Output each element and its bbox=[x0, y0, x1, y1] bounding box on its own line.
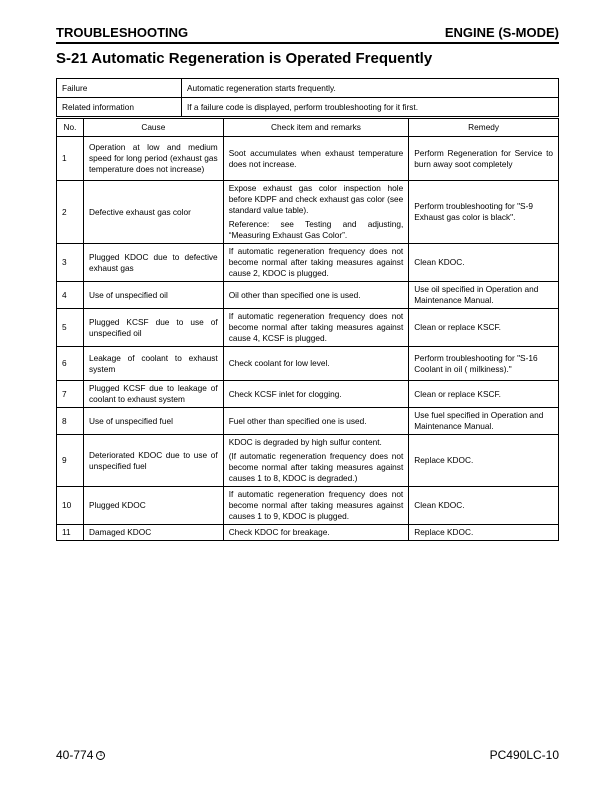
check-cell bbox=[223, 181, 409, 244]
related-info-label: Related information bbox=[57, 98, 182, 117]
row-number: 7 bbox=[57, 381, 84, 408]
check-cell bbox=[223, 381, 409, 408]
related-info-value: If a failure code is displayed, perform troubleshooting for it first. bbox=[182, 98, 559, 117]
table-row bbox=[57, 137, 559, 181]
check-cell bbox=[223, 309, 409, 347]
troubleshooting-table bbox=[56, 118, 559, 541]
table-row bbox=[57, 487, 559, 525]
check-text: If automatic regeneration frequency does not become normal after taking measures against causes 1 to 9, KDOC is plugged. bbox=[228, 489, 404, 521]
remedy-cell: Perform troubleshooting for "S-9 Exhaust gas color is black". bbox=[409, 181, 559, 244]
col-header-check: Check item and remarks bbox=[223, 119, 409, 137]
table-row bbox=[57, 347, 559, 381]
page-header bbox=[56, 24, 559, 44]
row-number: 4 bbox=[57, 282, 84, 309]
info-table bbox=[56, 78, 559, 117]
failure-label: Failure bbox=[57, 79, 182, 98]
cause-cell: Deteriorated KDOC due to use of unspecified fuel bbox=[83, 435, 223, 487]
row-number: 5 bbox=[57, 309, 84, 347]
check-cell bbox=[223, 525, 409, 541]
failure-value: Automatic regeneration starts frequently. bbox=[182, 79, 559, 98]
related-info-row bbox=[57, 98, 559, 117]
check-text: Check KDOC for breakage. bbox=[228, 527, 330, 537]
cause-cell: Defective exhaust gas color bbox=[83, 181, 223, 244]
cause-cell: Operation at low and medium speed for long period (exhaust gas temperature does not increase) bbox=[83, 137, 223, 181]
check-text: If automatic regeneration frequency does not become normal after taking measures against cause 4, KCSF is plugged. bbox=[228, 311, 404, 343]
table-header-row bbox=[57, 119, 559, 137]
row-number: 2 bbox=[57, 181, 84, 244]
table-row bbox=[57, 181, 559, 244]
remedy-cell: Use oil specified in Operation and Maintenance Manual. bbox=[409, 282, 559, 309]
remedy-cell: Use fuel specified in Operation and Maintenance Manual. bbox=[409, 408, 559, 435]
remedy-cell: Clean or replace KSCF. bbox=[409, 309, 559, 347]
remedy-cell: Clean or replace KSCF. bbox=[409, 381, 559, 408]
table-row bbox=[57, 525, 559, 541]
check-cell bbox=[223, 408, 409, 435]
check-text: If automatic regeneration frequency does not become normal after taking measures against cause 2, KDOC is plugged. bbox=[228, 246, 404, 278]
check-text: Oil other than specified one is used. bbox=[228, 289, 361, 300]
table-row bbox=[57, 244, 559, 282]
section-label: TROUBLESHOOTING bbox=[56, 25, 189, 40]
page-title: S-21 Automatic Regeneration is Operated Frequently bbox=[56, 50, 433, 67]
col-header-no: No. bbox=[57, 119, 84, 137]
check-cell bbox=[223, 244, 409, 282]
page-number-text: 40-774 bbox=[56, 748, 94, 762]
cause-cell: Plugged KDOC bbox=[83, 487, 223, 525]
row-number: 3 bbox=[57, 244, 84, 282]
table-row bbox=[57, 381, 559, 408]
remedy-cell: Replace KDOC. bbox=[409, 525, 559, 541]
remedy-cell: Clean KDOC. bbox=[409, 244, 559, 282]
check-text: Fuel other than specified one is used. bbox=[228, 415, 367, 426]
cause-cell: Plugged KDOC due to defective exhaust gas bbox=[83, 244, 223, 282]
table-row bbox=[57, 282, 559, 309]
check-text: KDOC is degraded by high sulfur content. bbox=[228, 437, 382, 447]
check-cell bbox=[223, 282, 409, 309]
table-row bbox=[57, 408, 559, 435]
row-number: 6 bbox=[57, 347, 84, 381]
row-number: 10 bbox=[57, 487, 84, 525]
remedy-cell: Perform Regeneration for Service to burn away soot completely bbox=[409, 137, 559, 181]
check-cell bbox=[223, 487, 409, 525]
remedy-cell: Perform troubleshooting for "S-16 Coolant in oil ( milkiness)." bbox=[409, 347, 559, 381]
check-text: Expose exhaust gas color inspection hole before KDPF and check exhaust gas color (see standard value table). bbox=[228, 183, 404, 215]
check-cell bbox=[223, 347, 409, 381]
cause-cell: Damaged KDOC bbox=[83, 525, 223, 541]
cause-cell: Leakage of coolant to exhaust system bbox=[83, 347, 223, 381]
page-number bbox=[56, 748, 105, 762]
remedy-cell: Replace KDOC. bbox=[409, 435, 559, 487]
cause-cell: Use of unspecified fuel bbox=[83, 408, 223, 435]
model-number: PC490LC-10 bbox=[489, 748, 559, 762]
check-cell bbox=[223, 137, 409, 181]
check-text: Soot accumulates when exhaust temperature does not increase. bbox=[228, 147, 404, 169]
table-row bbox=[57, 435, 559, 487]
col-header-cause: Cause bbox=[83, 119, 223, 137]
check-cell bbox=[223, 435, 409, 487]
col-header-remedy: Remedy bbox=[409, 119, 559, 137]
row-number: 9 bbox=[57, 435, 84, 487]
cause-cell: Use of unspecified oil bbox=[83, 282, 223, 309]
remedy-cell: Clean KDOC. bbox=[409, 487, 559, 525]
table-row bbox=[57, 309, 559, 347]
cause-cell: Plugged KCSF due to use of unspecified oil bbox=[83, 309, 223, 347]
check-note: (If automatic regeneration frequency does not become normal after taking measures against causes 1 to 8, KDOC is degraded.) bbox=[228, 451, 404, 483]
cause-cell: Plugged KCSF due to leakage of coolant to exhaust system bbox=[83, 381, 223, 408]
table-body bbox=[57, 137, 559, 541]
revision-mark-icon: 1 bbox=[96, 751, 105, 760]
engine-mode-label: ENGINE (S-MODE) bbox=[444, 25, 559, 40]
check-note: Reference: see Testing and adjusting, “Measuring Exhaust Gas Color”. bbox=[228, 219, 404, 240]
failure-row bbox=[57, 79, 559, 98]
check-text: Check coolant for low level. bbox=[228, 358, 330, 368]
row-number: 8 bbox=[57, 408, 84, 435]
row-number: 1 bbox=[57, 137, 84, 181]
row-number: 11 bbox=[57, 525, 84, 541]
check-text: Check KCSF inlet for clogging. bbox=[228, 388, 342, 399]
